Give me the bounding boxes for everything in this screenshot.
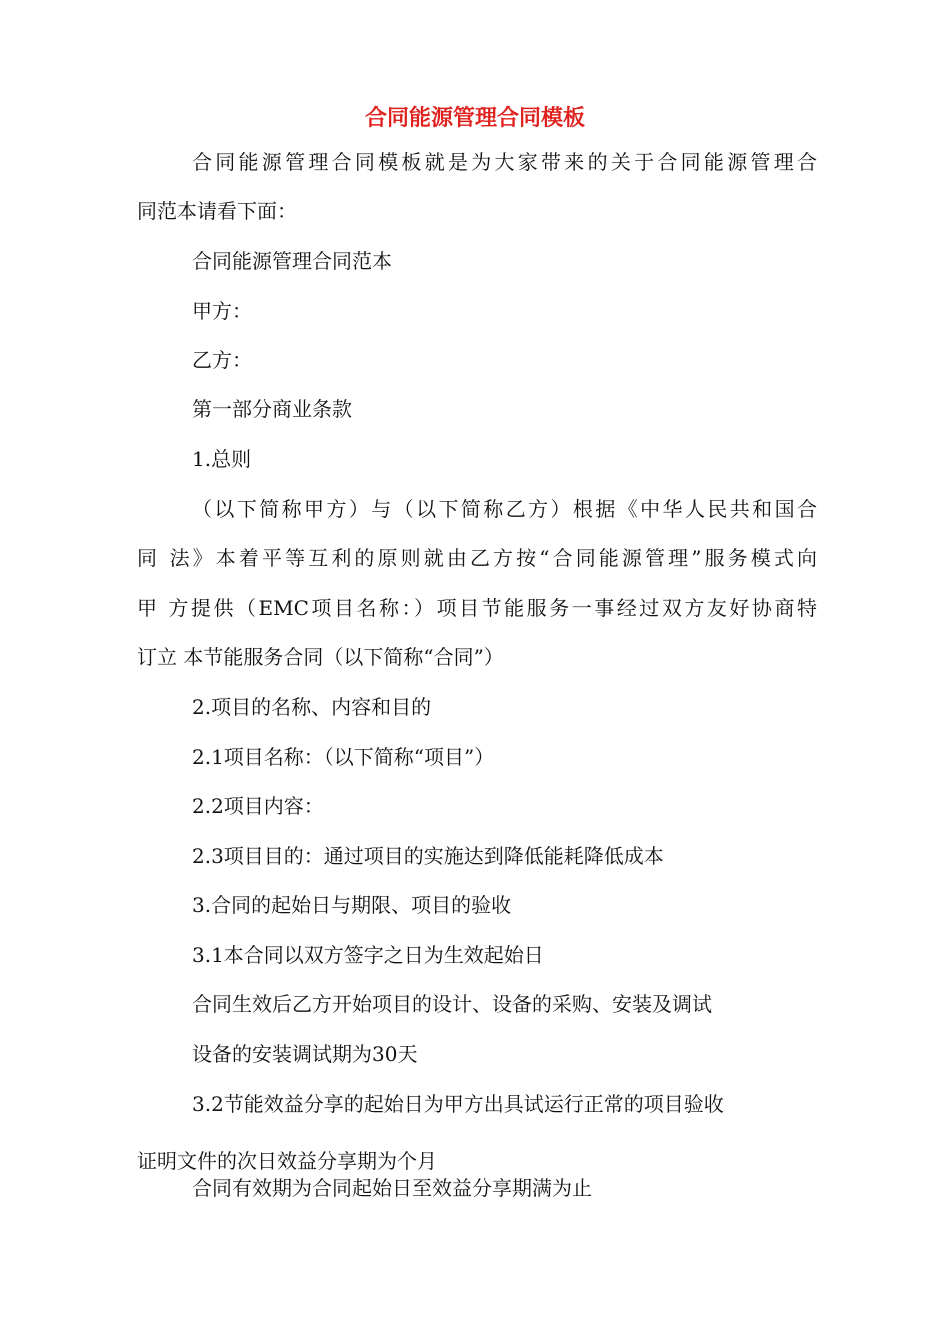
section-heading: 第一部分商业条款	[192, 397, 352, 421]
paragraph-line: 合同能源管理合同模板就是为大家带来的关于合同能源管理合	[192, 150, 817, 174]
clause-line: 设备的安装调试期为30天	[192, 1042, 418, 1066]
clause-line: 3.1本合同以双方签字之日为生效起始日	[192, 943, 544, 967]
clause-heading: 2.项目的名称、内容和目的	[192, 695, 432, 719]
clause-line: 证明文件的次日效益分享期为个月	[137, 1149, 437, 1173]
clause-heading: 1.总则	[192, 447, 252, 471]
paragraph-line: 同 法》本着平等互利的原则就由乙方按“合同能源管理”服务模式向	[137, 546, 817, 570]
paragraph-line: 订立 本节能服务合同（以下简称“合同”）	[137, 645, 504, 669]
clause-line: 合同有效期为合同起始日至效益分享期满为止	[192, 1176, 592, 1200]
clause-line: 2.2项目内容：	[192, 794, 324, 818]
paragraph-line: （以下简称甲方）与（以下简称乙方）根据《中华人民共和国合	[192, 497, 817, 521]
party-a-label: 甲方：	[192, 299, 252, 323]
paragraph-line: 同范本请看下面：	[137, 199, 297, 223]
paragraph-line: 甲 方提供（EMC项目名称：）项目节能服务一事经过双方友好协商特	[137, 596, 817, 620]
clause-line: 2.1项目名称：（以下简称“项目”）	[192, 745, 495, 769]
party-b-label: 乙方：	[192, 348, 252, 372]
clause-line: 2.3项目目的：通过项目的实施达到降低能耗降低成本	[192, 844, 664, 868]
clause-line: 3.2节能效益分享的起始日为甲方出具试运行正常的项目验收	[192, 1092, 724, 1116]
clause-line: 合同生效后乙方开始项目的设计、设备的采购、安装及调试	[192, 992, 712, 1016]
clause-heading: 3.合同的起始日与期限、项目的验收	[192, 893, 512, 917]
paragraph-line: 合同能源管理合同范本	[192, 249, 392, 273]
document-title: 合同能源管理合同模板	[364, 105, 585, 131]
